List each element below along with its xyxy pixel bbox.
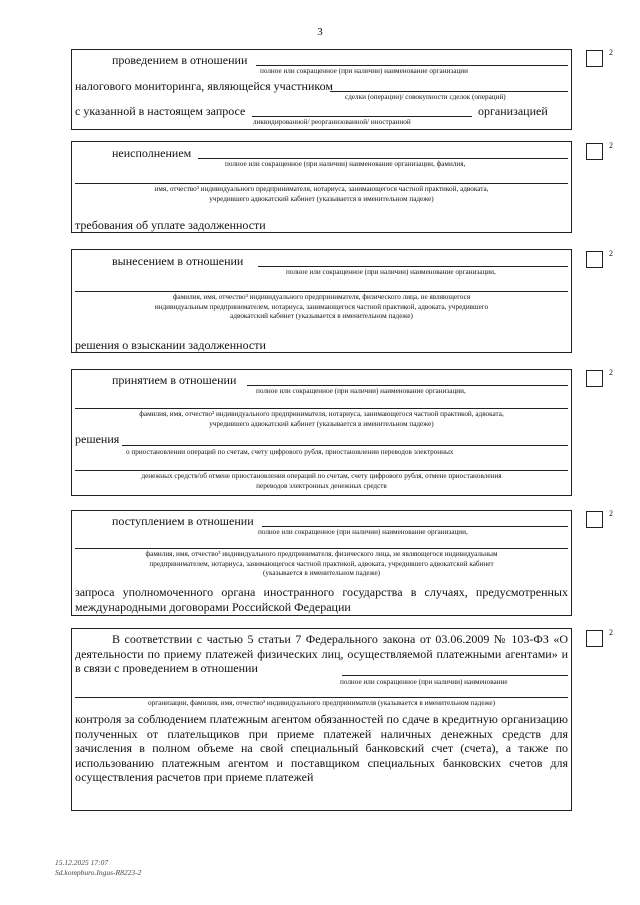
section-2-hint-name: полное или сокращенное (при наличии) наименование организации, фамилия, (225, 160, 466, 168)
section-1-lead: проведением в отношении (112, 53, 248, 67)
hint-line: (указывается в именительном падеже) (262, 569, 381, 577)
checkbox-footnote-mark: 2 (609, 368, 613, 377)
hint-line: фамилия, имя, отчество³ индивидуального предпринимателя, физического лица, не являющегося индивидуальным (145, 550, 498, 558)
section-1-hint-org: полное или сокращенное (при наличии) наименование организации (260, 67, 468, 75)
section-4-hint-name: полное или сокращенное (при наличии) наименование организации, (256, 387, 466, 395)
section-2-hint-fio (75, 185, 568, 204)
section-5-closing: запроса уполномоченного органа иностранного государства в случаях, предусмотренных международными договорами Российской Федерации (75, 585, 568, 614)
section-6-checkbox[interactable] (586, 630, 603, 647)
hint-line: денежных средств/об отмене приостановления операций по счетам, счету цифрового рубля, отмене приостановления (141, 472, 502, 480)
checkbox-footnote-mark: 2 (609, 48, 613, 57)
agent-name-input-line[interactable] (342, 675, 568, 676)
section-1-hint-deal: сделки (операции)/ совокупности сделок (операций) (345, 93, 506, 101)
section-5-checkbox[interactable] (586, 511, 603, 528)
section-6-hint-name: полное или сокращенное (при наличии) наименование (340, 678, 508, 686)
section-3-hint-fio (75, 293, 568, 322)
org-status-input-line[interactable] (252, 116, 472, 117)
footer-code: Sd.kompburo.Ingus-R8223-2 (55, 868, 142, 877)
section-6-hint-fio: организации, фамилия, имя, отчество³ индивидуального предпринимателя (указывается в именительном падеже) (148, 699, 495, 707)
section-4-hint-fio (75, 410, 568, 429)
section-4-checkbox[interactable] (586, 370, 603, 387)
hint-line: учредившего адвокатский кабинет (указывается в именительном падеже) (209, 419, 434, 428)
section-1-line-2: налогового мониторинга, являющейся участником (75, 79, 333, 93)
section-4-lead: принятием в отношении (112, 373, 237, 387)
debtor-name-input-line-2[interactable] (75, 291, 568, 292)
page-number: 3 (317, 26, 323, 38)
section-5-lead: поступлением в отношении (112, 514, 254, 528)
hint-line: переводов электронных денежных средств (256, 481, 387, 490)
hint-line: учредившего адвокатский кабинет (указывается в именительном падеже) (209, 194, 434, 203)
section-1-checkbox[interactable] (586, 50, 603, 67)
hint-line: адвокатский кабинет (указывается в именительном падеже) (230, 312, 413, 320)
subject-name-input-line-2[interactable] (75, 408, 568, 409)
section-5-hint-fio (75, 550, 568, 579)
hint-line: предпринимателем, нотариуса, занимающегося частной практикой, адвоката, учредившего адвокатский кабинет (149, 559, 494, 568)
section-4-hint-decision: о приостановлении операций по счетам, счету цифрового рубля, приостановлении переводов электронных (126, 448, 454, 456)
section-4-hint-cancel (75, 472, 568, 491)
decision-type-input-line-2[interactable] (75, 470, 568, 471)
agent-name-input-line-2[interactable] (75, 697, 568, 698)
section-2-checkbox[interactable] (586, 143, 603, 160)
decision-type-input-line[interactable] (122, 445, 568, 446)
request-subject-input-line[interactable] (262, 526, 568, 527)
section-3-lead: вынесением в отношении (112, 254, 244, 268)
section-6-closing: контроля за соблюдением платежным агентом обязанностей по сдаче в кредитную организацию полученных от плательщиков при приеме платежей наличных денежных средств для зачисления в полном объеме на свой специальный банковский счет (счета), а также по использованию платежным агентом и поставщиком специальных банковских счетов для осуществления расчетов при приеме платежей (75, 712, 568, 784)
taxpayer-name-input-line-2[interactable] (75, 183, 568, 184)
section-2-closing: требования об уплате задолженности (75, 218, 266, 232)
taxpayer-name-input-line[interactable] (198, 158, 568, 159)
subject-name-input-line[interactable] (247, 385, 568, 386)
section-3-hint-name: полное или сокращенное (при наличии) наименование организации, (286, 268, 496, 276)
section-2-lead: неисполнением (112, 146, 192, 160)
section-6-intro: В соответствии с частью 5 статьи 7 Федерального закона от 03.06.2009 № 103-ФЗ «О деятельности по приему платежей физических лиц, осуществляемой платежными агентами» и в связи с проведением в отношении (75, 632, 568, 675)
section-3-checkbox[interactable] (586, 251, 603, 268)
section-3-closing: решения о взыскании задолженности (75, 338, 266, 352)
debtor-name-input-line[interactable] (258, 266, 568, 267)
request-subject-input-line-2[interactable] (75, 548, 568, 549)
hint-line: фамилия, имя, отчество³ индивидуального предпринимателя, нотариуса, занимающегося частной практикой, адвоката, (139, 410, 504, 418)
checkbox-footnote-mark: 2 (609, 628, 613, 637)
footer-date: 15.12.2025 17:07 (55, 858, 109, 867)
section-1-line-3-end: организацией (478, 104, 548, 118)
checkbox-footnote-mark: 2 (609, 509, 613, 518)
section-1-hint-status: ликвидированной/ реорганизованной/ иностранной (253, 118, 411, 126)
org-name-input-line[interactable] (256, 65, 568, 66)
deal-type-input-line[interactable] (330, 91, 568, 92)
section-1-line-3: с указанной в настоящем запросе (75, 104, 246, 118)
checkbox-footnote-mark: 2 (609, 249, 613, 258)
hint-line: фамилия, имя, отчество³ индивидуального предпринимателя, физического лица, не являющегося (172, 293, 471, 301)
hint-line: имя, отчество³ индивидуального предпринимателя, нотариуса, занимающегося частной практикой, адвоката, (154, 185, 489, 193)
section-5-hint-name: полное или сокращенное (при наличии) наименование организации, (258, 528, 468, 536)
checkbox-footnote-mark: 2 (609, 141, 613, 150)
hint-line: индивидуальным предпринимателем, нотариуса, занимающегося частной практикой, адвоката, учредившего (154, 302, 489, 311)
section-4-decision-label: решения (75, 432, 120, 446)
